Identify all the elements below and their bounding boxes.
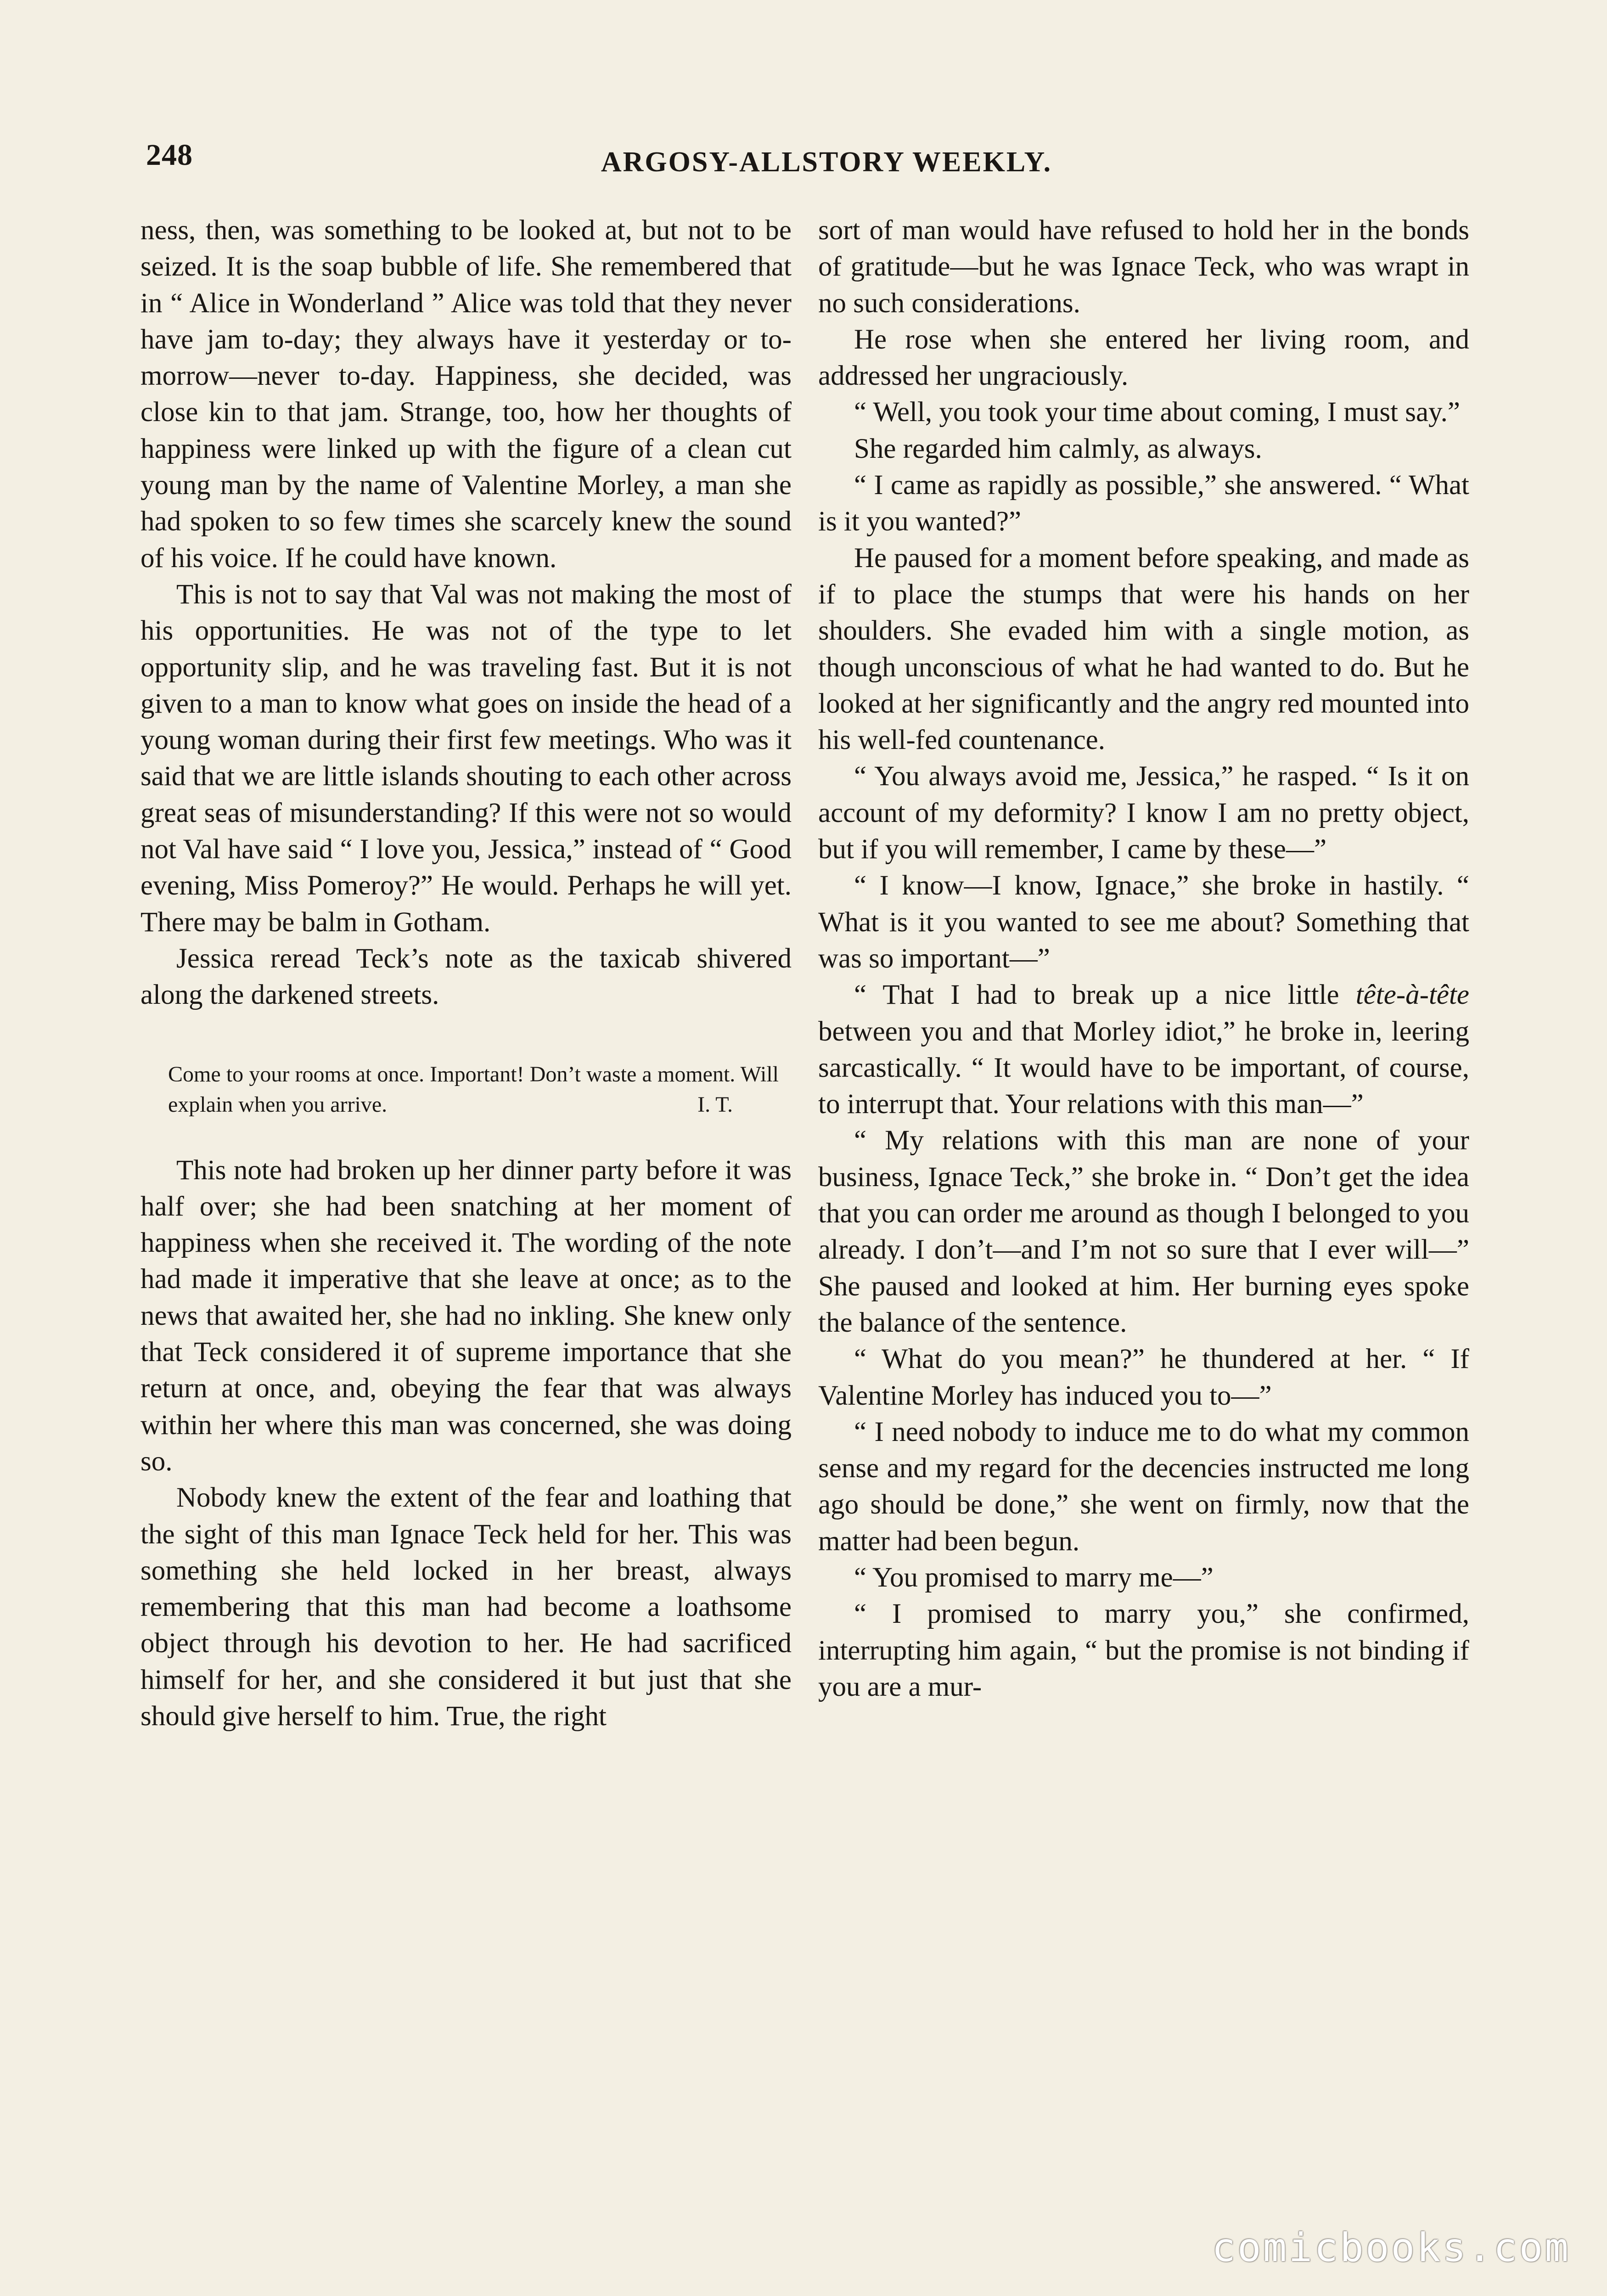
watermark: comicbooks.com (1212, 2225, 1570, 2271)
right-column (818, 212, 1469, 1705)
paragraph: ness, then, was something to be looked at, but not to be seized. It is the soap bubble of life. She remembered that in “ Alice in Wonderland ” Alice was told that they never have jam to-day; they always have it yesterday or to-morrow—never to-day. Happiness, she decided, was close kin to that jam. Strange, too, how her thoughts of happiness were linked up with the figure of a clean cut young man by the name of Valentine Morley, a man she had spoken to so few times she scarcely knew the sound of his voice. If he could have known. (140, 215, 792, 574)
paragraph: “ I need nobody to induce me to do what my common sense and my regard for the decencies instructed me long ago should be done,” she went on firmly, now that the matter had been begun. (818, 1416, 1469, 1557)
paragraph: This note had broken up her dinner party before it was half over; she had been snatching at her moment of happiness when she received it. The wording of the note had made it imperative that she leave at once; as to the news that awaited her, she had no inkling. She knew only that Teck considered it of supreme importance that she return at once, and, obeying the fear that was always within her where this man was concerned, she was doing so. (140, 1154, 792, 1477)
paragraph: She regarded him calmly, as always. (854, 433, 1262, 464)
paragraph: He paused for a moment before speaking, and made as if to place the stumps that were his hands on her shoulders. She evaded him with a single motion, as though unconscious of what he had wanted to do. But he looked at her significantly and the angry red mounted into his well-fed countenance. (818, 542, 1469, 756)
paragraph: “ What do you mean?” he thundered at her. “ If Valentine Morley has induced you to—” (818, 1344, 1469, 1411)
paragraph: “ I came as rapidly as possible,” she answered. “ What is it you wanted?” (818, 470, 1469, 537)
note-signature: I. T. (697, 1092, 733, 1117)
paragraph: This is not to say that Val was not making the most of his opportunities. He was not of the type to let opportunity slip, and he was traveling fast. But it is not given to a man to know what goes on inside the head of a young woman during their first few meetings. Who was it said that we are little islands shouting to each other across great seas of misunderstanding? If this were not so would not Val have said “ I love you, Jessica,” instead of “ Good evening, Miss Pomeroy?” He would. Perhaps he will yet. There may be balm in Gotham. (140, 579, 792, 938)
paragraph: “ I know—I know, Ignace,” she broke in hastily. “ What is it you wanted to see me about? Something that was so important—” (818, 870, 1469, 974)
paragraph: “ You promised to marry me—” (854, 1562, 1214, 1593)
paragraph: “ I promised to marry you,” she confirmed, interrupting him again, “ but the promise is not binding if you are a mur- (818, 1598, 1469, 1702)
note-text: Come to your rooms at once. Important! Don’t waste a moment. Will explain when you arrive. (168, 1062, 779, 1117)
quoted-note (168, 1059, 779, 1120)
paragraph: “ My relations with this man are none of your business, Ignace Teck,” she broke in. “ Don’t get the idea that you can order me around as though I belonged to you already. I don’t—and I’m not so sure that I ever will—” She paused and looked at him. Her burning eyes spoke the balance of the sentence. (818, 1125, 1469, 1338)
paragraph: “ You always avoid me, Jessica,” he rasped. “ Is it on account of my deformity? I know I am no pretty object, but if you will remember, I came by these—” (818, 761, 1469, 865)
paragraph: Nobody knew the extent of the fear and loathing that the sight of this man Ignace Teck held for her. This was something she held locked in her breast, always remembering that this man had become a loathsome object through his devotion to her. He had sacrificed himself for her, and she considered it but just that she should give herself to him. True, the right (140, 1482, 792, 1732)
text-run: “ That I had to break up a nice little (854, 979, 1356, 1011)
page-number: 248 (146, 138, 193, 172)
paragraph: Jessica reread Teck’s note as the taxicab shivered along the darkened streets. (140, 943, 792, 1011)
paragraph: “ Well, you took your time about coming, I must say.” (854, 397, 1460, 428)
italic-phrase: tête-à-tête (1355, 979, 1469, 1011)
paragraph: He rose when she entered her living room, and addressed her ungraciously. (818, 324, 1469, 392)
text-run: between you and that Morley idiot,” he broke in, leering sarcastically. “ It would have to be important, of course, to interrupt that. Your relations with this man—” (818, 1016, 1469, 1120)
running-head: ARGOSY-ALLSTORY WEEKLY. (601, 146, 1052, 178)
left-column (140, 212, 792, 1734)
paragraph: sort of man would have refused to hold her in the bonds of gratitude—but he was Ignace Teck, who was wrapt in no such considerations. (818, 215, 1469, 319)
paragraph (818, 977, 1469, 1122)
